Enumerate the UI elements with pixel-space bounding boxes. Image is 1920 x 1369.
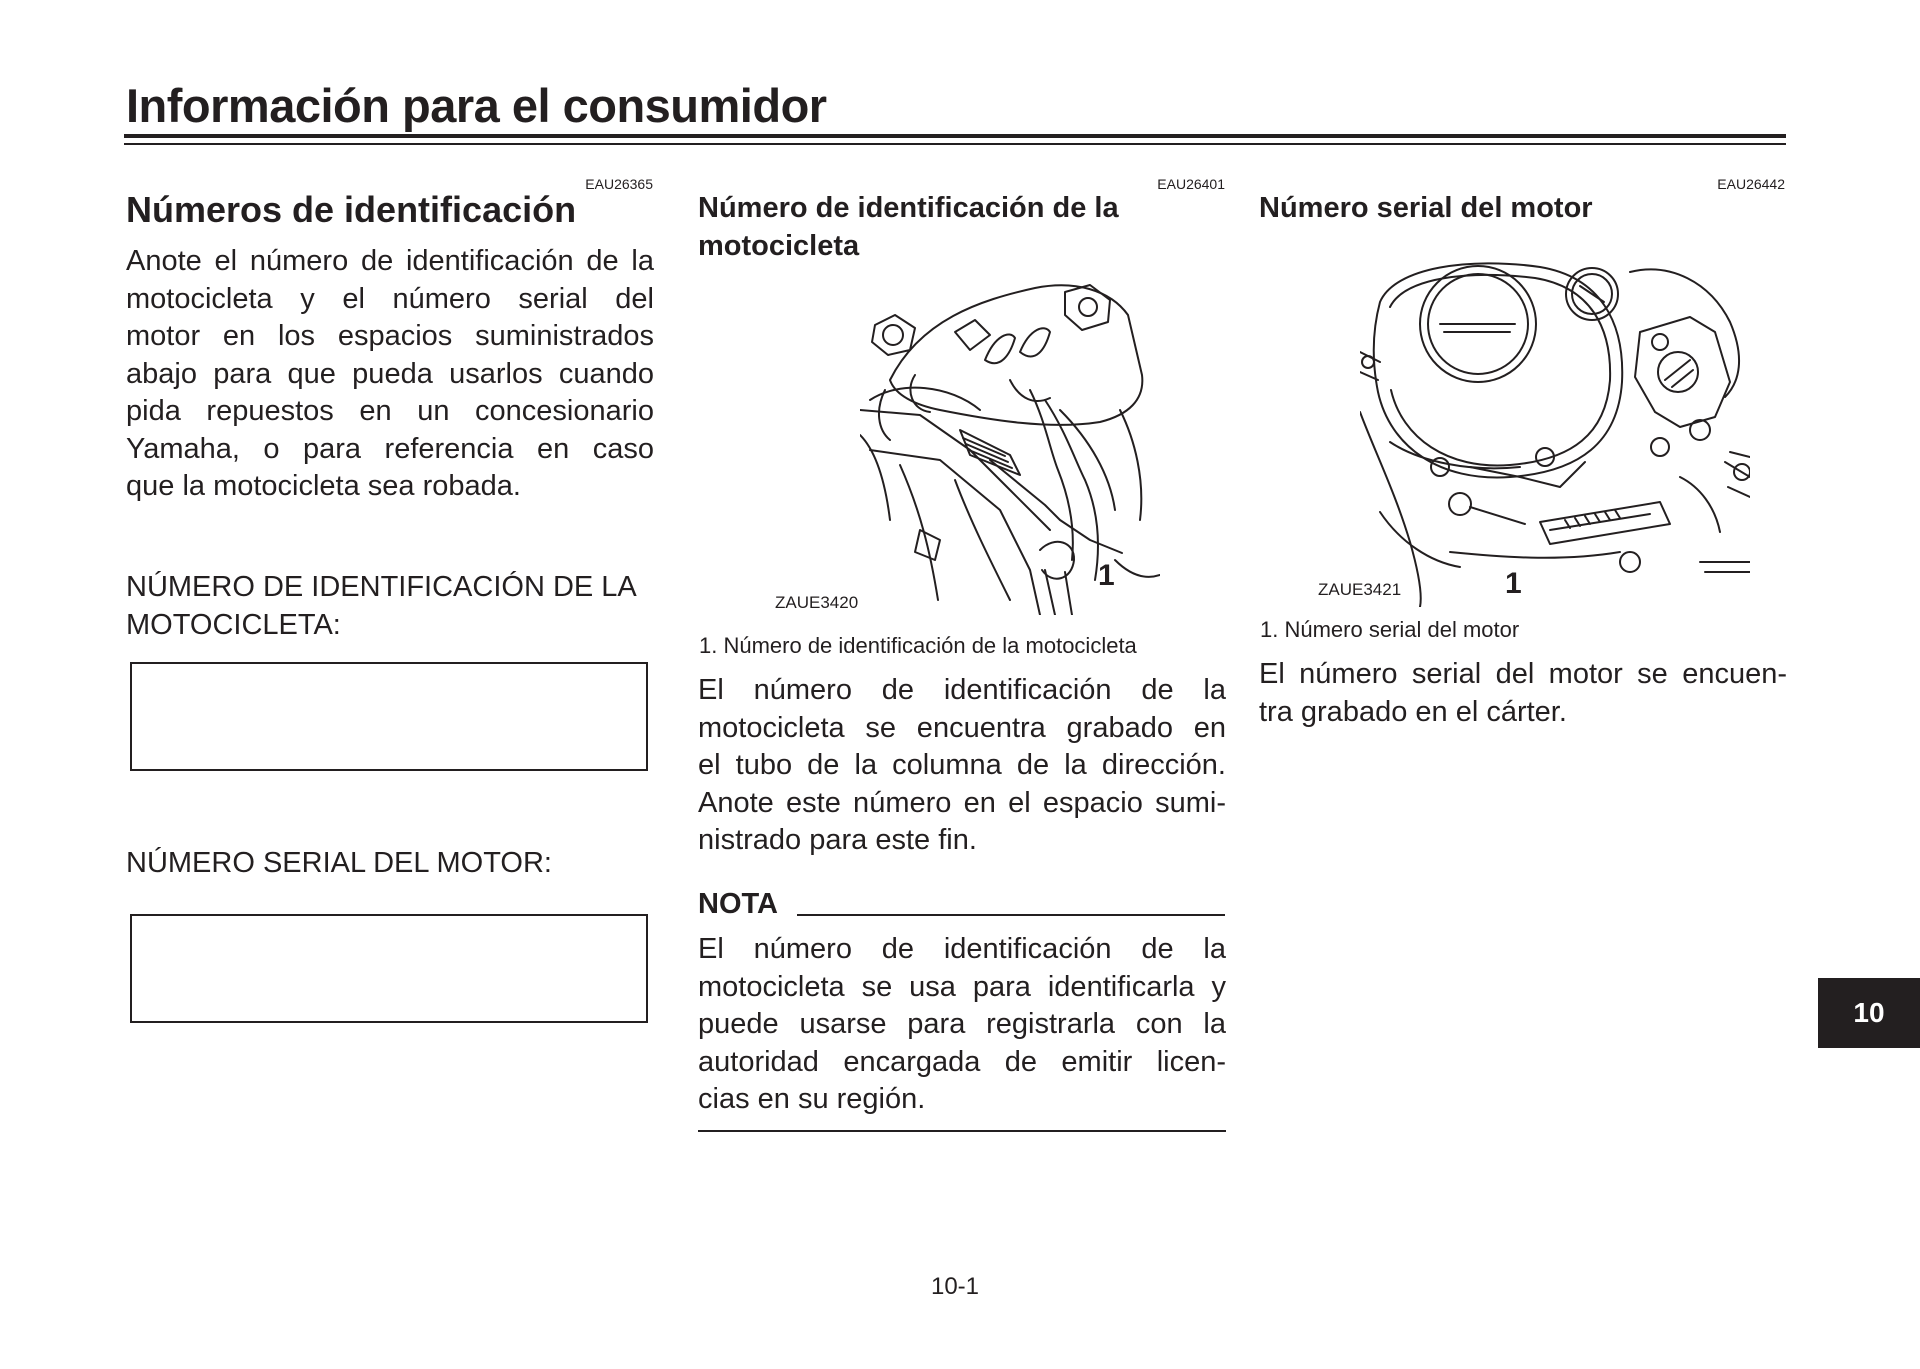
- engine-serial-label: NÚMERO SERIAL DEL MOTOR:: [126, 847, 552, 879]
- note-bottom-rule: [698, 1130, 1226, 1132]
- paragraph-line: El número serial del motor se encuen-: [1259, 658, 1787, 690]
- note-line: motocicleta se usa para identificarla y: [698, 970, 1226, 1003]
- note-line: cias en su región.: [698, 1083, 926, 1115]
- paragraph-line: El número de identificación de la: [698, 674, 1226, 706]
- frame-vin-illustration: [860, 280, 1160, 615]
- note-body: [698, 931, 1226, 1119]
- paragraph-line: Anote el número de identificación de la: [126, 245, 654, 277]
- paragraph-line: motocicleta y el número serial del: [126, 282, 654, 315]
- note-line: autoridad encargada de emitir licen-: [698, 1045, 1226, 1078]
- paragraph-line: nistrado para este fin.: [698, 824, 977, 856]
- note-top-rule: [797, 914, 1225, 916]
- paragraph-line: el tubo de la columna de la dirección.: [698, 749, 1226, 781]
- section-code: EAU26442: [1717, 176, 1785, 192]
- figure-caption: 1. Número serial del motor: [1260, 617, 1520, 642]
- section-heading: Números de identificación: [126, 189, 577, 230]
- paragraph-line: que la motocicleta sea robada.: [126, 470, 521, 502]
- paragraph-line: motocicleta se encuentra grabado en: [698, 711, 1226, 744]
- engine-serial-paragraph: [1259, 656, 1787, 731]
- section-code: EAU26365: [585, 176, 653, 192]
- figure-code: ZAUE3421: [1318, 580, 1402, 599]
- title-rule-thick: [124, 134, 1786, 138]
- paragraph-line: pida repuestos en un concesionario: [126, 395, 654, 427]
- vin-entry-box[interactable]: [130, 662, 648, 771]
- vin-paragraph: [698, 672, 1226, 860]
- figure-callout: 1: [1505, 567, 1522, 600]
- heading-line: Número de identificación de la: [698, 192, 1119, 224]
- chapter-tab[interactable]: 10: [1818, 978, 1920, 1048]
- paragraph-line: tra grabado en el cárter.: [1259, 695, 1567, 728]
- paragraph-line: Yamaha, o para referencia en caso: [126, 432, 654, 465]
- heading-line: motocicleta: [698, 230, 860, 262]
- page-title: Información para el consumidor: [126, 79, 827, 132]
- vin-label-line: MOTOCICLETA:: [126, 608, 341, 641]
- engine-serial-illustration: [1360, 262, 1750, 607]
- figure-caption: 1. Número de identificación de la motocicleta: [699, 633, 1137, 658]
- vin-label-line: NÚMERO DE IDENTIFICACIÓN DE LA: [126, 571, 637, 603]
- note-title: NOTA: [698, 888, 779, 920]
- intro-paragraph: [126, 243, 654, 506]
- engine-serial-entry-box[interactable]: [130, 914, 648, 1023]
- note-line: El número de identificación de la: [698, 933, 1226, 965]
- title-rule-thin: [124, 143, 1786, 145]
- section-code: EAU26401: [1157, 176, 1225, 192]
- vin-label: [126, 569, 666, 644]
- paragraph-line: abajo para que pueda usarlos cuando: [126, 357, 654, 390]
- paragraph-line: Anote este número en el espacio sumi-: [698, 786, 1226, 819]
- paragraph-line: motor en los espacios suministrados: [126, 320, 654, 352]
- figure-code: ZAUE3420: [775, 593, 859, 612]
- figure-callout: 1: [1098, 559, 1115, 592]
- note-line: puede usarse para registrarla con la: [698, 1008, 1226, 1040]
- section-heading: [698, 189, 1158, 265]
- page-number: 10-1: [930, 1273, 980, 1300]
- section-heading: Número serial del motor: [1259, 192, 1593, 224]
